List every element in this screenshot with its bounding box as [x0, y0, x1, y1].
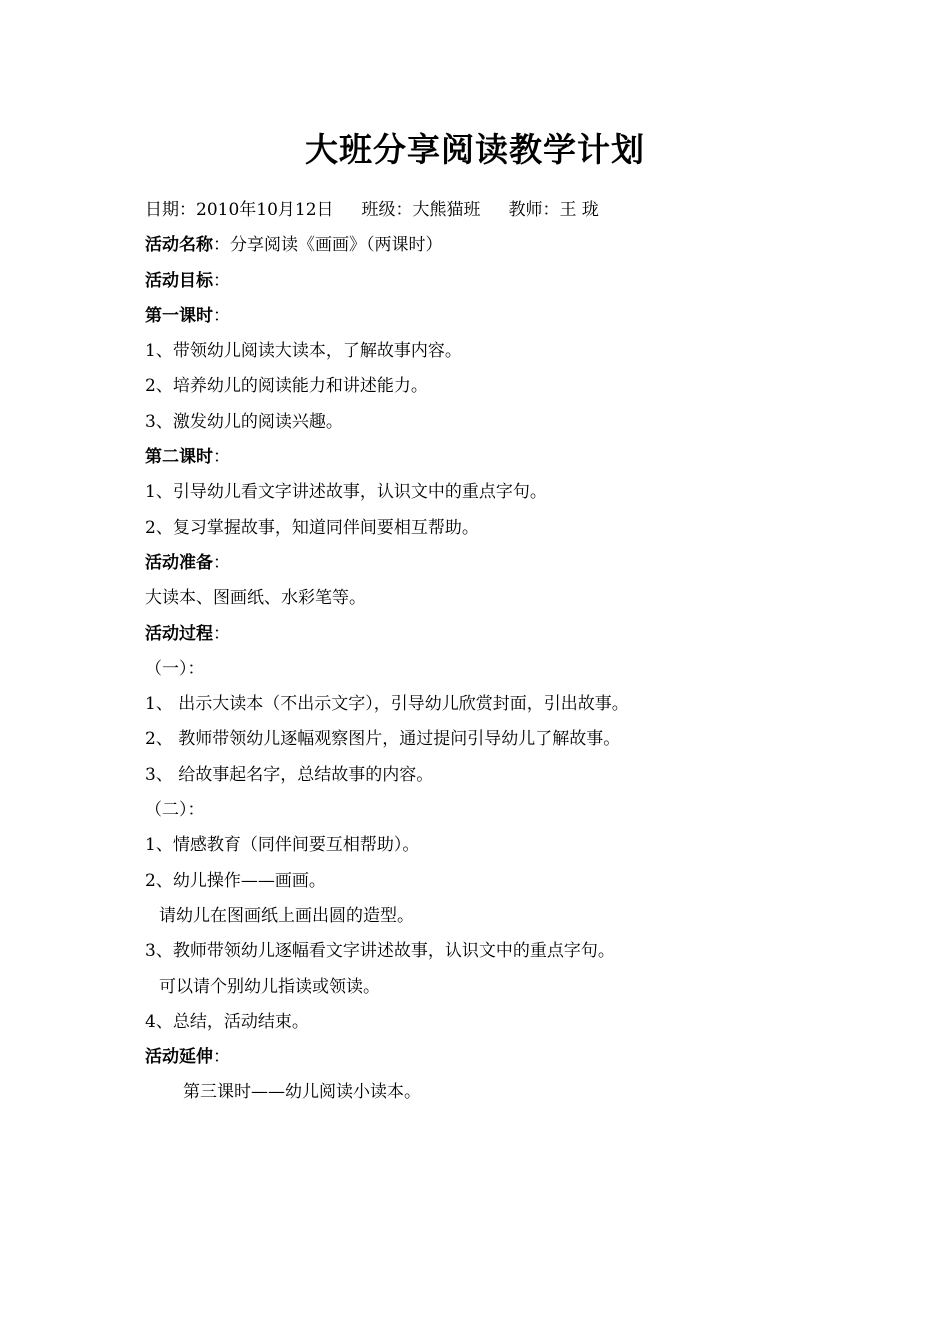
list-item: 3、激发幼儿的阅读兴趣。 — [145, 411, 343, 432]
activity-name-line — [145, 228, 845, 263]
extension-heading — [145, 1040, 845, 1075]
info-line — [145, 193, 845, 228]
list-item: 2、幼儿操作——画画。 — [145, 870, 326, 891]
list-item: 2、复习掌握故事，知道同伴间要相互帮助。 — [145, 517, 479, 538]
process-colon: ： — [213, 623, 230, 644]
part1-label: （一）： — [145, 658, 205, 679]
class-text: 班级：大熊猫班 — [361, 200, 481, 220]
lesson2-heading — [145, 440, 845, 475]
process-label: 活动过程 — [145, 623, 213, 644]
prep-text: 大读本、图画纸、水彩笔等。 — [145, 588, 366, 609]
document-body — [145, 193, 845, 1111]
part2-label: （二）： — [145, 800, 205, 821]
list-item: 3、 给故事起名字，总结故事的内容。 — [145, 764, 434, 785]
extension-colon: ： — [213, 1047, 230, 1068]
extension-label: 活动延伸 — [145, 1047, 213, 1068]
list-item-sub: 请幼儿在图画纸上画出圆的造型。 — [159, 905, 414, 926]
activity-name-value: ：分享阅读《画画》（两课时） — [213, 235, 443, 256]
process-heading — [145, 617, 845, 652]
list-item: 1、 出示大读本（不出示文字），引导幼儿欣赏封面，引出故事。 — [145, 694, 629, 715]
prep-heading — [145, 546, 845, 581]
activity-name-label: 活动名称 — [145, 235, 213, 256]
lesson2-colon: ： — [213, 447, 230, 468]
lesson1-colon: ： — [213, 305, 230, 326]
prep-label: 活动准备 — [145, 552, 213, 573]
lesson1-heading — [145, 299, 845, 334]
list-item: 2、 教师带领幼儿逐幅观察图片，通过提问引导幼儿了解故事。 — [145, 729, 621, 750]
list-item: 1、情感教育（同伴间要互相帮助）。 — [145, 835, 420, 856]
goals-label: 活动目标 — [145, 270, 213, 291]
list-item: 3、教师带领幼儿逐幅看文字讲述故事，认识文中的重点字句。 — [145, 941, 615, 962]
list-item: 2、培养幼儿的阅读能力和讲述能力。 — [145, 376, 428, 397]
teacher-text: 教师：王 珑 — [508, 200, 599, 220]
goals-heading — [145, 264, 845, 299]
list-item: 1、带领幼儿阅读大读本，了解故事内容。 — [145, 341, 462, 362]
extension-text: 第三课时——幼儿阅读小读本。 — [183, 1082, 421, 1103]
prep-colon: ： — [213, 552, 230, 573]
lesson1-label: 第一课时 — [145, 305, 213, 326]
list-item-sub: 可以请个别幼儿指读或领读。 — [159, 976, 380, 997]
list-item: 1、引导幼儿看文字讲述故事，认识文中的重点字句。 — [145, 482, 547, 503]
list-item: 4、总结，活动结束。 — [145, 1011, 309, 1032]
goals-colon: ： — [213, 270, 230, 291]
page-title: 大班分享阅读教学计划 — [305, 130, 645, 169]
lesson2-label: 第二课时 — [145, 447, 213, 468]
date-text: 日期：2010年10月12日 — [145, 200, 334, 220]
